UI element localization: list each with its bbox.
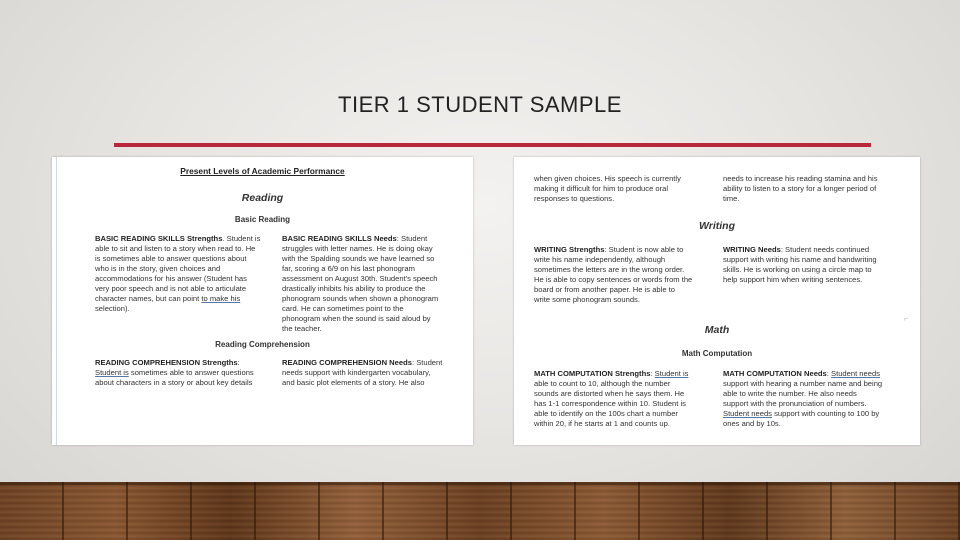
math-computation-strengths: MATH COMPUTATION Strengths: Student is able to count to 10, although the number sounds are distorted when he says them. He has 1-1 correspondence within 10. Student is able to identify on the 100s chart a number within 20, if he starts at 1 and counts up.: [534, 369, 689, 428]
document-title: Present Levels of Academic Performance: [180, 166, 345, 176]
writing-strengths: WRITING Strengths: Student is now able to write his name independently, although sometimes the letters are in the wrong order. He is able to copy sentences or words from the board or from another paper. He is able to write some phonogram sounds.: [534, 245, 693, 304]
math-computation-heading: Math Computation: [681, 349, 753, 358]
reading-continued-right: needs to increase his reading stamina and his ability to listen to a story for a longer period of time.: [723, 174, 878, 203]
wood-floor-decoration: [0, 482, 960, 540]
document-anchor-icon: ⌐: [903, 316, 908, 323]
reading-comprehension-heading: Reading Comprehension: [215, 340, 310, 349]
strengths-label: BASIC READING SKILLS Strengths: [95, 234, 223, 243]
needs-label: BASIC READING SKILLS Needs: [282, 234, 397, 243]
left-document-image: [52, 157, 473, 445]
reading-heading: Reading: [241, 192, 284, 204]
basic-reading-needs: BASIC READING SKILLS Needs: Student struggles with letter names. He is doing okay with the Spalding sounds we have learned so far, scoring a 6/9 on his last phonogram assessment on August 30th. Student's speech drastically inhibits his ability to produce the phonogram sounds when shown a phonogram card. He can sometimes point to the phonogram when the sound is said aloud by the teacher.: [282, 234, 439, 333]
basic-reading-strengths: BASIC READING SKILLS Strengths. Student is able to sit and listen to a story when read to. He is sometimes able to answer questions about who is in the story, given choices and accommodations for his answer (Student has very poor speech and is not able to articulate character names, but can point to make his selection).: [95, 234, 261, 313]
basic-reading-heading: Basic Reading: [234, 215, 291, 224]
title-divider: [114, 143, 871, 147]
reading-continued-left: when given choices. His speech is currently making it difficult for him to produce oral responses to questions.: [534, 174, 681, 203]
writing-heading: Writing: [699, 220, 735, 232]
reading-comprehension-strengths: READING COMPREHENSION Strengths: Student is sometimes able to answer questions about characters in a story or about key details: [95, 358, 254, 387]
math-computation-needs: MATH COMPUTATION Needs: Student needs support with hearing a number name and being able to write the number. He also needs support with the pronunciation of numbers. Student needs support with counting to 100 by ones and by 10s.: [723, 369, 883, 428]
right-document-image: [514, 157, 920, 445]
writing-needs: WRITING Needs: Student needs continued support with writing his name and handwriting skills. He is working on using a circle map to help support him when writing sentences.: [723, 245, 877, 284]
math-heading: Math: [704, 324, 730, 336]
slide-title: TIER 1 STUDENT SAMPLE: [338, 92, 622, 117]
reading-comprehension-needs: READING COMPREHENSION Needs: Student needs support with kindergarten vocabulary, and basic plot elements of a story. He also: [282, 358, 443, 387]
floor-edge: [0, 482, 960, 485]
